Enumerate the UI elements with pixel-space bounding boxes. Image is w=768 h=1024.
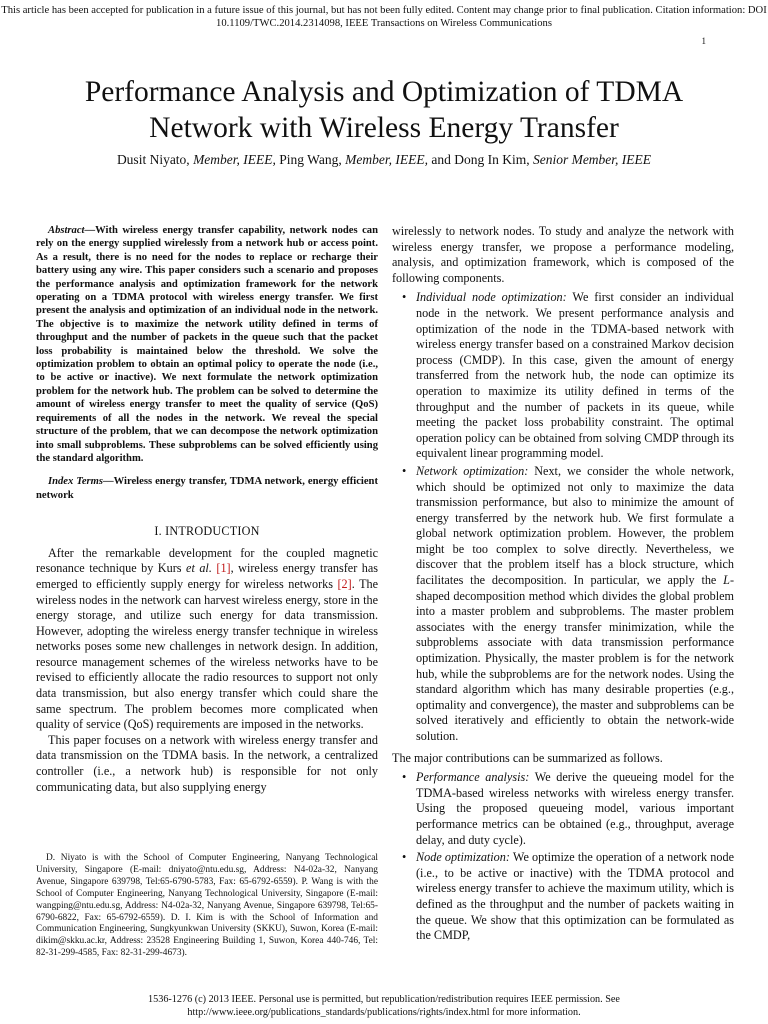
intro-p1-text-a: After the remarkable development for the coupled magnetic resonance technique by Kurs: [36, 545, 378, 576]
author-footnote: D. Niyato is with the School of Computer Engineering, Nanyang Technological University, Singapore (E-mail: dniyato@ntu.edu.sg, Address: N4-02a-32, Nanyang Avenue, Singapore 639798, Tel:65-6790-5783, Fax: 65-6792-6559). P. Wang is with the School of Computer Engineering, Nanyang Technological University, Singapore (E-mail: wangping@ntu.edu.sg, Address: N4-02a-32, Nanyang Avenue, Singapore 639798, Tel:65-6790-6822, Fax: 65-6792-6559). D. I. Kim is with the School of Information and Communication Engineering, Sungkyunkwan University (SKKU), Suwon, Korea (E-mail: dikim@skku.ac.kr, Address: 23528 Engineering Building 1, Suwon, Korea 440-746, Tel: 82-31-299-4585, Fax: 82-31-299-4673).: [36, 853, 378, 959]
bullet-icon: •: [402, 290, 407, 305]
author-list: [0, 152, 768, 168]
journal-banner: [0, 4, 768, 30]
title-line-1: Performance Analysis and Optimization of TDMA: [84, 76, 684, 108]
citation-2-link[interactable]: [2]: [337, 576, 352, 591]
paper-title: [40, 74, 728, 146]
banner-line-1: This article has been accepted for publication in a future issue of this journal, but has not been fully edited. Content may change prior to final publication. Citation information: DOI: [1, 5, 767, 16]
banner-line-2: 10.1109/TWC.2014.2314098, IEEE Transactions on Wireless Communications: [216, 18, 552, 29]
left-column: [36, 224, 378, 795]
item-text: We first consider an individual node in the network. We present performance analysis and optimization of the node in the TDMA-based network with wireless energy transfer based on a constrained Markov decision process (CMDP). In this case, given the amount of energy transferred from the network hub, the node can optimize its operation to maximize its utility defined in terms of the throughput and the number of packets in its queue, while meeting the packet loss probability constraint. The optimal operation policy can be obtained from solving CMDP through its equivalent linear programming model.: [416, 290, 734, 461]
bullet-icon: •: [402, 770, 407, 785]
list-item-node-optimization: [392, 290, 734, 462]
intro-paragraph-1: [36, 546, 378, 733]
item-text-a: Next, we consider the whole network, which should be optimized not only to maximize the data transmission performance, but also to minimize the amount of energy transferred by the network hub. We first formulate a global network optimization problem. However, the problem might be too complex to solve directly. Nevertheless, we discover that the problem itself has a block structure, which facilitates the decomposition. In particular, we apply the: [416, 463, 734, 588]
intro-p1-text-b: , wireless energy transfer has emerged to efficiently supply energy for wireless networks: [36, 561, 379, 591]
item-text: We optimize the operation of a network node (i.e., to be active or inactive) with the TDMA protocol and wireless energy transfer to achieve the maximum utility, which is defined as the throughput and the number of packets waiting in the queue. We show that this optimization can be formulated as the CMDP,: [416, 850, 734, 943]
abstract-label: Abstract: [48, 225, 85, 236]
author-3-role: Senior Member, IEEE: [532, 152, 652, 167]
title-line-2: Network with Wireless Energy Transfer: [149, 112, 619, 144]
list-item-network-optimization: [392, 464, 734, 745]
citation-1-link[interactable]: [1]: [216, 561, 231, 576]
item-label: Individual node optimization:: [416, 290, 567, 305]
bullet-icon: •: [402, 850, 407, 865]
intro-paragraph-2: This paper focuses on a network with wireless energy transfer and data transmission on the TDMA basis. In the network, a centralized controller (i.e., a network hub) is responsible for not only communicating data, but also supplying energy: [36, 732, 378, 794]
right-column: [392, 224, 734, 950]
item-label: Performance analysis:: [416, 770, 530, 785]
list-item-performance-analysis: [392, 770, 734, 848]
footer-line-2[interactable]: http://www.ieee.org/publications_standards/publications/rights/index.html for more information.: [187, 1006, 581, 1018]
item-text-b: -shaped decomposition method which divides the global problem into a master problem and subproblems. The master problem associates with the energy transfer minimization, while the subproblems associate with data transmission performance optimization. Physically, the master problem is for the network hub, while the subproblems are for the network nodes. Using the standard algorithm which has many desirable properties (e.g., optimality and convergence), the master and subproblems can be solved iteratively and efficiently to obtain the network-wide solution.: [416, 573, 734, 743]
abstract: [36, 224, 378, 465]
author-2-role: Member, IEEE,: [345, 152, 428, 167]
components-list: [392, 290, 734, 744]
author-2: Ping Wang,: [279, 152, 342, 167]
item-label: Network optimization:: [416, 463, 529, 478]
copyright-footer: [0, 994, 768, 1019]
author-1: Dusit Niyato,: [116, 152, 190, 167]
item-text: We derive the queueing model for the TDMA-based wireless networks with wireless energy transfer. Using the proposed queueing model, various important performance metrics can be obtained (e.g., throughput, average delay, and duty cycle).: [416, 770, 735, 847]
contributions-intro: The major contributions can be summarized as follows.: [392, 750, 663, 765]
intro-p1-text-c: . The wireless nodes in the network can harvest wireless energy, store in the energy storage, and utilize such energy for data transmission. However, adopting the wireless energy transfer technique in wireless networks poses some new challenges in network design. In addition, resource management schemes of the wireless networks have to be revised to efficiently allocate the radio resources to support not only data transmission, but also energy transfer which could share the same spectrum. The problem becomes more complicated when quality of service (QoS) requirements are imposed in the networks.: [36, 576, 379, 732]
section-heading-introduction: [36, 524, 378, 540]
bullet-icon: •: [402, 463, 407, 478]
index-terms: [36, 475, 378, 502]
page-number: 1: [701, 36, 706, 46]
abstract-text: —With wireless energy transfer capability, network nodes can rely on the energy supplied wirelessly from a network hub or access point. As a result, there is no need for the nodes to replace or recharge their battery using any wire. This paper considers such a scenario and proposes the performance analysis and optimization framework for the network operating on a TDMA protocol with wireless energy transfer. We first present the analysis and optimization of an individual node in the network. The objective is to maximize the network utility defined in terms of throughput and the number of packets in the queue such that the packet loss probability is maintained below the threshold. We solve the optimization problem to obtain an optimal policy to operate the node (i.e., to be active or inactive). We next formulate the network optimization problem for the network hub. The problem can be solved to determine the amount of wireless energy transfer to meet the quality of service (QoS) requirements of all the nodes in the network. We reveal the special structure of the problem, that we can decompose the network optimization into small subproblems. These subproblems can be solved efficiently using the standard algorithm.: [36, 225, 378, 464]
section-number: I. I: [154, 524, 170, 539]
intro-continuation: wirelessly to network nodes. To study and analyze the network with wireless energy transfer, we propose a performance modeling, analysis, and optimization framework, which is composed of the following components.: [392, 224, 734, 285]
list-item-node-optimization-contrib: [392, 850, 734, 944]
contributions-list: [392, 770, 734, 944]
section-name: NTRODUCTION: [169, 524, 260, 539]
author-1-role: Member, IEEE,: [193, 152, 276, 167]
item-label: Node optimization:: [416, 850, 510, 865]
index-terms-label: Index Terms: [48, 476, 104, 488]
footer-line-1: 1536-1276 (c) 2013 IEEE. Personal use is permitted, but republication/redistribution requires IEEE permission. See: [148, 994, 620, 1005]
author-3: and Dong In Kim,: [431, 152, 530, 167]
et-al: et al.: [186, 561, 212, 576]
index-terms-text: —Wireless energy transfer, TDMA network, energy efficient network: [36, 476, 378, 501]
l-symbol: L: [723, 573, 730, 588]
